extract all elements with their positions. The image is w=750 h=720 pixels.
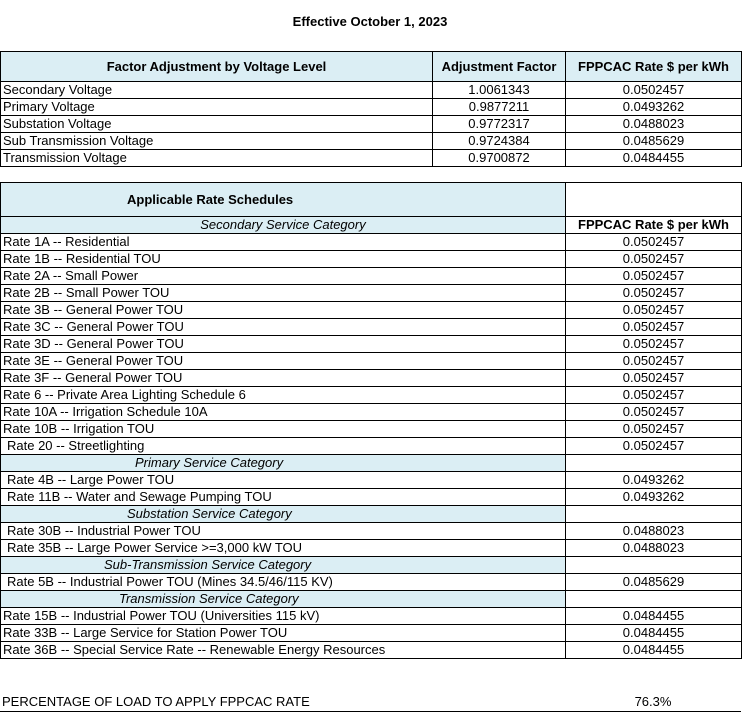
- schedule-rate: 0.0484455: [566, 642, 742, 659]
- schedule-rate: 0.0493262: [566, 489, 742, 506]
- rate-schedule-label: Rate 6 -- Private Area Lighting Schedule 6: [1, 387, 566, 404]
- empty-cell: [566, 591, 742, 608]
- rate-schedule-label: Rate 5B -- Industrial Power TOU (Mines 34.5/46/115 KV): [1, 574, 566, 591]
- schedule-rate: 0.0488023: [566, 540, 742, 557]
- table-row: [1, 540, 742, 557]
- schedule-rate: 0.0502457: [566, 421, 742, 438]
- table-row: [1, 133, 742, 150]
- rate-schedule-label: Rate 10A -- Irrigation Schedule 10A: [1, 404, 566, 421]
- table-row: [1, 608, 742, 625]
- adjustment-factor: 0.9877211: [433, 99, 566, 116]
- table-row: [1, 387, 742, 404]
- rate-schedule-label: Rate 1A -- Residential: [1, 234, 566, 251]
- adjustment-factor-header: Adjustment Factor: [433, 52, 566, 82]
- rate-schedule-label: Rate 2A -- Small Power: [1, 268, 566, 285]
- schedule-rate: 0.0502457: [566, 438, 742, 455]
- schedule-rate: 0.0484455: [566, 608, 742, 625]
- fppcac-rate: 0.0484455: [566, 150, 742, 167]
- category-row: [1, 506, 742, 523]
- category-substation: Substation Service Category: [1, 506, 566, 523]
- adjustment-factor: 0.9700872: [433, 150, 566, 167]
- table-row: [1, 268, 742, 285]
- schedule-rate: 0.0502457: [566, 285, 742, 302]
- schedule-rate: 0.0502457: [566, 251, 742, 268]
- rate-schedules-table: [0, 182, 742, 659]
- rate-schedule-label: Rate 36B -- Special Service Rate -- Renewable Energy Resources: [1, 642, 566, 659]
- voltage-factor-table: [0, 51, 742, 167]
- document-title: Effective October 1, 2023: [292, 14, 448, 29]
- table-row: [1, 370, 742, 387]
- schedule-rate: 0.0502457: [566, 387, 742, 404]
- fppcac-rate: 0.0485629: [566, 133, 742, 150]
- rate-schedule-label: Rate 3E -- General Power TOU: [1, 353, 566, 370]
- fppcac-rate: 0.0493262: [566, 99, 742, 116]
- category-transmission: Transmission Service Category: [1, 591, 566, 608]
- table-row: [1, 302, 742, 319]
- fppcac-rate: 0.0488023: [566, 116, 742, 133]
- schedule-rate: 0.0488023: [566, 523, 742, 540]
- fppcac-rate: 0.0502457: [566, 82, 742, 99]
- schedule-rate: 0.0502457: [566, 404, 742, 421]
- table-row: [1, 116, 742, 133]
- fppcac-rate-header-2: FPPCAC Rate $ per kWh: [566, 217, 742, 234]
- table-row: [1, 625, 742, 642]
- rate-schedule-label: Rate 4B -- Large Power TOU: [1, 472, 566, 489]
- voltage-level-header: Factor Adjustment by Voltage Level: [1, 52, 433, 82]
- voltage-label: Primary Voltage: [1, 99, 433, 116]
- table-row: [1, 336, 742, 353]
- table-row: [1, 574, 742, 591]
- blank-header-cell: [566, 183, 742, 217]
- table-row: [1, 82, 742, 99]
- rate-schedule-label: Rate 11B -- Water and Sewage Pumping TOU: [1, 489, 566, 506]
- rate-schedule-label: Rate 35B -- Large Power Service >=3,000 kW TOU: [1, 540, 566, 557]
- table-row: [1, 150, 742, 167]
- table-row: [1, 251, 742, 268]
- table-row: [1, 523, 742, 540]
- voltage-label: Secondary Voltage: [1, 82, 433, 99]
- adjustment-factor: 1.0061343: [433, 82, 566, 99]
- schedule-rate: 0.0502457: [566, 319, 742, 336]
- rate-schedule-label: Rate 3C -- General Power TOU: [1, 319, 566, 336]
- voltage-label: Sub Transmission Voltage: [1, 133, 433, 150]
- rate-schedule-label: Rate 10B -- Irrigation TOU: [1, 421, 566, 438]
- table-row: [1, 421, 742, 438]
- rate-schedule-label: Rate 20 -- Streetlighting: [1, 438, 566, 455]
- adjustment-factor: 0.9772317: [433, 116, 566, 133]
- table-row: [1, 404, 742, 421]
- empty-cell: [566, 455, 742, 472]
- category-row: [1, 557, 742, 574]
- schedule-rate: 0.0502457: [566, 268, 742, 285]
- schedule-rate: 0.0502457: [566, 336, 742, 353]
- fppcac-rate-header: FPPCAC Rate $ per kWh: [566, 52, 742, 82]
- schedule-rate: 0.0493262: [566, 472, 742, 489]
- load-percentage-value: 76.3%: [634, 694, 672, 709]
- schedule-rate: 0.0502457: [566, 302, 742, 319]
- rate-schedule-label: Rate 33B -- Large Service for Station Power TOU: [1, 625, 566, 642]
- table-row: [1, 99, 742, 116]
- table-row: [1, 489, 742, 506]
- category-primary: Primary Service Category: [1, 455, 566, 472]
- rate-schedule-label: Rate 3F -- General Power TOU: [1, 370, 566, 387]
- rate-schedule-label: Rate 3D -- General Power TOU: [1, 336, 566, 353]
- table-row: [1, 353, 742, 370]
- schedules-header-row: [1, 183, 742, 217]
- table-row: [1, 472, 742, 489]
- load-percentage-row: [0, 694, 741, 712]
- empty-cell: [566, 506, 742, 523]
- schedule-rate: 0.0502457: [566, 370, 742, 387]
- table-row: [1, 438, 742, 455]
- schedule-rate: 0.0502457: [566, 234, 742, 251]
- voltage-label: Substation Voltage: [1, 116, 433, 133]
- table-row: [1, 234, 742, 251]
- rate-schedule-label: Rate 15B -- Industrial Power TOU (Universities 115 kV): [1, 608, 566, 625]
- table-row: [1, 319, 742, 336]
- rate-schedule-label: Rate 30B -- Industrial Power TOU: [1, 523, 566, 540]
- voltage-label: Transmission Voltage: [1, 150, 433, 167]
- category-sub-transmission: Sub-Transmission Service Category: [1, 557, 566, 574]
- schedule-rate: 0.0502457: [566, 353, 742, 370]
- table-row: [1, 285, 742, 302]
- rate-schedule-label: Rate 1B -- Residential TOU: [1, 251, 566, 268]
- load-percentage-label: PERCENTAGE OF LOAD TO APPLY FPPCAC RATE: [2, 694, 310, 709]
- voltage-table-header-row: [1, 52, 742, 82]
- table-row: [1, 642, 742, 659]
- category-row: [1, 217, 742, 234]
- adjustment-factor: 0.9724384: [433, 133, 566, 150]
- category-row: [1, 591, 742, 608]
- category-row: [1, 455, 742, 472]
- category-secondary: Secondary Service Category: [1, 217, 566, 234]
- schedule-rate: 0.0485629: [566, 574, 742, 591]
- applicable-rate-schedules-header: Applicable Rate Schedules: [1, 183, 566, 217]
- rate-schedule-label: Rate 3B -- General Power TOU: [1, 302, 566, 319]
- schedule-rate: 0.0484455: [566, 625, 742, 642]
- empty-cell: [566, 557, 742, 574]
- rate-schedule-label: Rate 2B -- Small Power TOU: [1, 285, 566, 302]
